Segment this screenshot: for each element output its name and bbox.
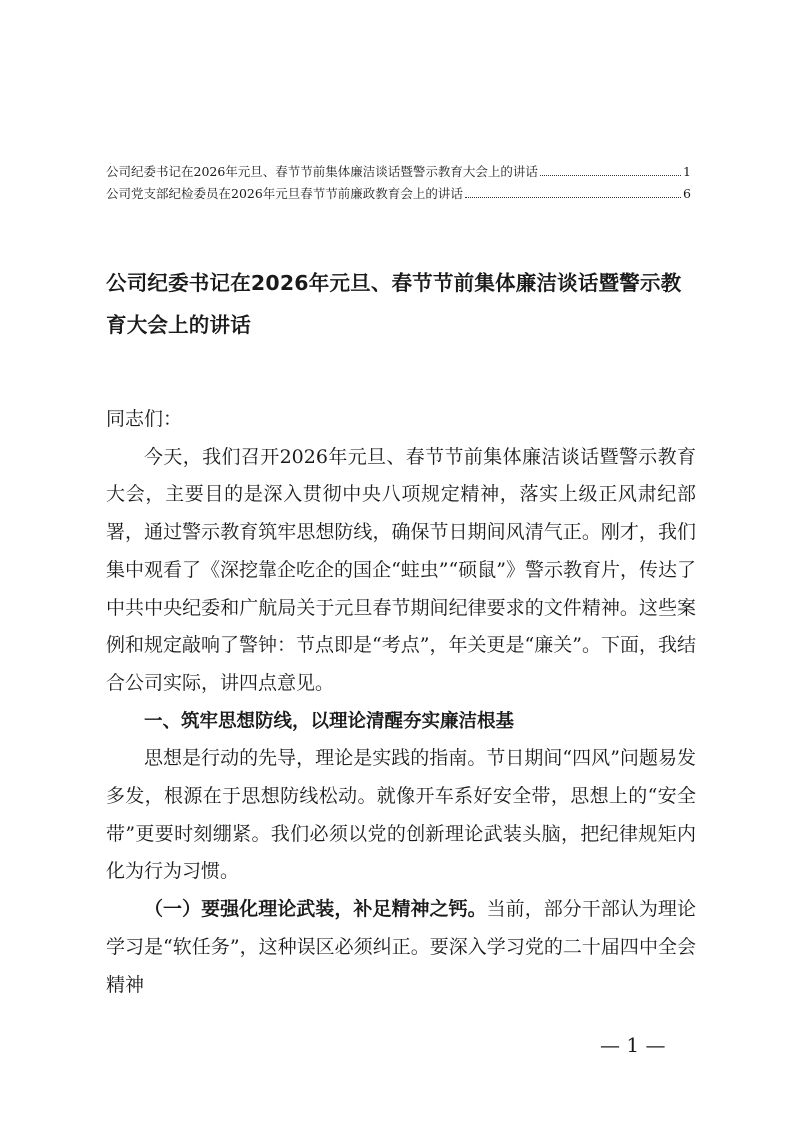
- document-title: 公司纪委书记在2026年元旦、春节节前集体廉洁谈话暨警示教育大会上的讲话: [106, 271, 682, 337]
- toc-entry-title: 公司纪委书记在2026年元旦、春节节前集体廉洁谈话暨警示教育大会上的讲话: [106, 164, 538, 179]
- section-paragraph: 思想是行动的先导，理论是实践的指南。节日期间“四风”问题易发多发，根源在于思想防线松动。就像开车系好安全带，思想上的“安全带”更要时刻绷紧。我们必须以党的创新理论武装头脑，把纪律规矩内化为行为习惯。: [106, 747, 696, 883]
- toc-leader-dots: [540, 174, 681, 176]
- salutation: 同志们：: [106, 408, 183, 430]
- subsection-text: 当前，部分干部认为理论学习是“软任务”，这种误区必须纠正。要深入学习党的二十届四中全会精神: [106, 898, 696, 996]
- toc-entry[interactable]: [106, 161, 691, 183]
- page-number: — 1 —: [600, 1033, 666, 1057]
- toc-entry-title: 公司党支部纪检委员在2026年元旦春节节前廉政教育会上的讲话: [106, 186, 463, 201]
- subsection-paragraph: [106, 891, 696, 1004]
- toc-entry-page: 1: [683, 164, 691, 179]
- toc-entry[interactable]: [106, 183, 691, 205]
- toc-leader-dots: [465, 196, 681, 198]
- subsection-lead: （一）要强化理论武装，补足精神之钙。: [144, 898, 487, 921]
- section-heading: 一、筑牢思想防线，以理论清醒夯实廉洁根基: [144, 710, 515, 732]
- toc-entry-page: 6: [683, 186, 691, 201]
- document-body: [106, 401, 696, 1004]
- table-of-contents: [106, 161, 691, 205]
- intro-paragraph: 今天，我们召开2026年元旦、春节节前集体廉洁谈话暨警示教育大会，主要目的是深入贯彻中央八项规定精神，落实上级正风肃纪部署，通过警示教育筑牢思想防线，确保节日期间风清气正。刚才，我们集中观看了《深挖靠企吃企的国企“蛀虫”“硕鼠”》警示教育片，传达了中共中央纪委和广航局关于元旦春节期间纪律要求的文件精神。这些案例和规定敲响了警钟：节点即是“考点”，年关更是“廉关”。下面，我结合公司实际，讲四点意见。: [106, 445, 696, 694]
